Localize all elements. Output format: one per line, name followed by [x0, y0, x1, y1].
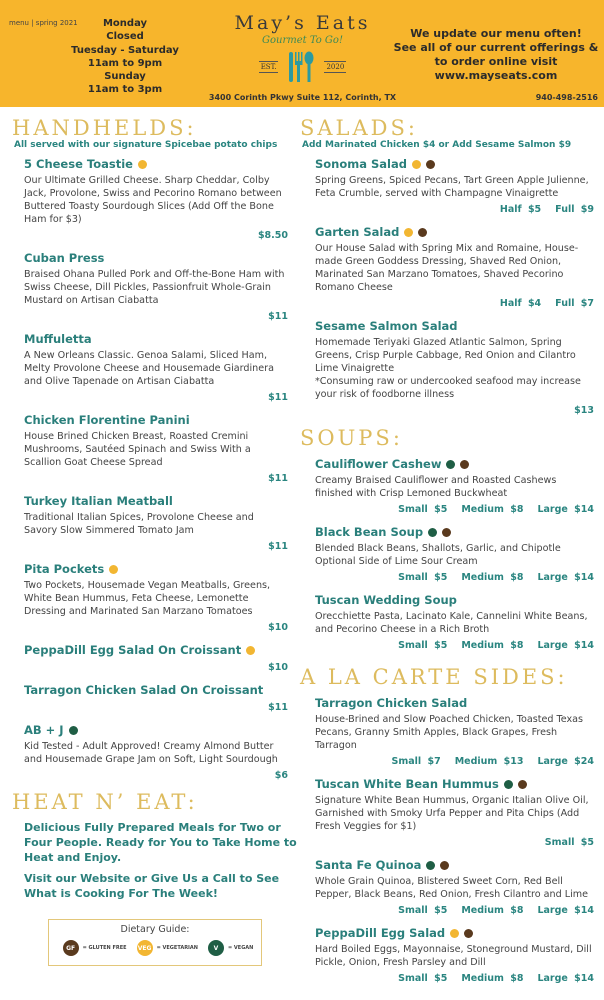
menu-item	[315, 925, 598, 986]
vegan-icon	[428, 528, 437, 537]
menu-item	[24, 682, 292, 715]
est-year: 2020	[326, 63, 345, 71]
item-name: AB + J	[24, 723, 64, 737]
price-option: Large $14	[537, 973, 594, 984]
section-title: A LA CARTE SIDES:	[300, 665, 568, 689]
item-description: Kid Tested - Adult Approved! Creamy Almond Butter and Housemade Grape Jam on Soft, Light Sourdough	[24, 741, 278, 765]
item-price	[315, 639, 598, 653]
item-description: House Brined Chicken Breast, Roasted Cremini Mushrooms, Sautéed Spinach and Swiss With a Scallion Goat Cheese Spread	[24, 431, 251, 468]
item-description: House-Brined and Slow Poached Chicken, Toasted Texas Pecans, Granny Smith Apples, Black Grapes, Fresh Tarragon	[315, 714, 584, 751]
menu-item	[315, 695, 598, 769]
item-price	[315, 571, 598, 585]
item-title	[315, 776, 598, 792]
section-subtitle: Add Marinated Chicken $4 or Add Sesame Salmon $9	[302, 140, 572, 150]
item-price	[315, 404, 598, 418]
left-column	[12, 116, 292, 790]
price-option: $10	[268, 662, 288, 673]
menu-item	[24, 722, 292, 783]
hours-day: Monday	[102, 18, 148, 29]
menu-item	[24, 331, 292, 405]
right-column	[300, 116, 598, 993]
hours-time: 11am to 3pm	[87, 84, 163, 95]
item-price	[315, 755, 598, 769]
vegan-icon: V	[208, 940, 224, 956]
menu-item	[315, 592, 598, 653]
price-option: Medium $8	[461, 504, 524, 515]
price-option: Medium $8	[461, 640, 524, 651]
item-price	[315, 503, 598, 517]
price-option: Small $5	[398, 905, 448, 916]
vegan-icon	[504, 780, 513, 789]
item-price	[315, 203, 598, 217]
item-name: Chicken Florentine Panini	[24, 413, 190, 427]
vegetarian-icon	[450, 929, 459, 938]
item-price	[315, 972, 598, 986]
business-hours	[70, 17, 180, 96]
price-option: $13	[574, 405, 594, 416]
menu-item	[315, 456, 598, 517]
website-link[interactable]: www.mayseats.com	[434, 69, 558, 82]
menu-header	[0, 0, 604, 107]
price-option: Medium $8	[461, 572, 524, 583]
menu-item	[24, 156, 292, 243]
hours-day: Tuesday - Saturday	[71, 45, 179, 56]
vegetarian-icon	[246, 646, 255, 655]
price-option: Small $5	[398, 504, 448, 515]
item-name: Black Bean Soup	[315, 525, 424, 539]
guide-label: = VEGAN	[227, 945, 254, 951]
brand-name: May’s Eats	[234, 12, 371, 34]
price-option: Large $24	[537, 756, 594, 767]
menu-item	[315, 857, 598, 918]
item-price	[24, 661, 292, 675]
item-title	[24, 642, 292, 658]
hours-day: Sunday	[104, 71, 146, 82]
price-option: Medium $8	[461, 905, 524, 916]
brand-logo	[205, 12, 400, 84]
item-title	[24, 412, 292, 428]
item-description: Signature White Bean Hummus, Organic Italian Olive Oil, Garnished with Smoky Urfa Pepper and Pita Chips (Add Fresh Veggies for $1)	[315, 795, 589, 832]
price-option: Small $5	[398, 640, 448, 651]
section-title: SALADS:	[300, 116, 418, 140]
item-name: Garten Salad	[315, 225, 400, 239]
price-option: Medium $8	[461, 973, 524, 984]
item-description: Homemade Teriyaki Glazed Atlantic Salmon, Spring Greens, Crisp Purple Cabbage, Red Onion and Cilantro Lime Vinaigrette *Consuming raw or undercooked seafood may increase your risk of foodborne illness	[315, 337, 581, 400]
item-name: Sonoma Salad	[315, 157, 407, 171]
gluten-free-icon	[518, 780, 527, 789]
item-title	[315, 456, 598, 472]
item-description: Two Pockets, Housemade Vegan Meatballs, Greens, White Bean Hummus, Feta Cheese, Lemonette Dressing and Marinated San Marzano Tomatoes	[24, 580, 271, 617]
menu-item	[315, 156, 598, 217]
item-price	[24, 310, 292, 324]
dietary-guide	[48, 919, 262, 966]
price-option: Small $5	[398, 572, 448, 583]
item-title	[24, 250, 292, 266]
menu-item	[315, 224, 598, 311]
item-description: Traditional Italian Spices, Provolone Cheese and Savory Slow Simmered Tomato Jam	[24, 512, 254, 536]
price-option: Half $5	[499, 204, 542, 215]
item-description: Whole Grain Quinoa, Blistered Sweet Corn, Red Bell Pepper, Black Beans, Red Onion, Fresh Cilantro and Lime	[315, 876, 588, 900]
item-price	[24, 701, 292, 715]
item-title	[315, 156, 598, 172]
vegetarian-icon	[412, 160, 421, 169]
price-option: Small $5	[544, 837, 594, 848]
item-price	[24, 472, 292, 486]
item-description: Hard Boiled Eggs, Mayonnaise, Stoneground Mustard, Dill Pickle, Onion, Fresh Parsley and Dill	[315, 944, 592, 968]
section-heat-n-eat	[12, 790, 297, 901]
guide-label: = VEGETARIAN	[156, 945, 198, 951]
item-price	[315, 904, 598, 918]
promo-line: See all of our current offerings &	[393, 41, 599, 54]
item-title	[24, 561, 292, 577]
heat-call-to-action: Visit our Website or Give Us a Call to See What is Cooking For The Week!	[24, 872, 280, 900]
item-title	[315, 857, 598, 873]
item-name: Pita Pockets	[24, 562, 105, 576]
price-option: Small $7	[391, 756, 441, 767]
item-name: Tuscan White Bean Hummus	[315, 777, 499, 791]
promo-line: We update our menu often!	[410, 27, 582, 40]
section-title: HANDHELDS:	[12, 116, 197, 140]
price-option: $11	[268, 311, 288, 322]
menu-season-tag: menu | spring 2021	[9, 19, 78, 27]
menu-item	[24, 412, 292, 486]
item-description: A New Orleans Classic. Genoa Salami, Sliced Ham, Melty Provolone Cheese and Housemade Giardinera and Olive Tapenade on Artisan Ciabatta	[24, 350, 274, 387]
section-sides	[300, 665, 598, 986]
item-description: Spring Greens, Spiced Pecans, Tart Green Apple Julienne, Feta Crumble, served with Champagne Vinaigrette	[315, 175, 589, 199]
gluten-free-icon	[442, 528, 451, 537]
price-option: $11	[268, 702, 288, 713]
menu-item	[24, 493, 292, 554]
item-name: Tuscan Wedding Soup	[315, 593, 457, 607]
item-name: Sesame Salmon Salad	[315, 319, 458, 333]
item-price	[24, 621, 292, 635]
item-price	[24, 540, 292, 554]
item-name: Muffuletta	[24, 332, 92, 346]
menu-item	[24, 561, 292, 635]
price-option: Full $7	[555, 298, 594, 309]
item-price	[24, 391, 292, 405]
item-description: Orecchiette Pasta, Lacinato Kale, Cannelini White Beans, and Pecorino Cheese in a Rich Broth	[315, 611, 588, 635]
item-price	[315, 836, 598, 850]
vegan-icon	[426, 861, 435, 870]
gluten-free-icon	[440, 861, 449, 870]
item-name: Cuban Press	[24, 251, 105, 265]
price-option: Large $14	[537, 572, 594, 583]
section-title: SOUPS:	[300, 426, 403, 450]
gluten-free-icon	[464, 929, 473, 938]
vegetarian-icon	[109, 565, 118, 574]
item-name: PeppaDill Egg Salad	[315, 926, 446, 940]
item-title	[24, 722, 292, 738]
item-title	[315, 592, 598, 608]
promo-line: to order online visit	[434, 55, 558, 68]
phone-number: 940-498-2516	[535, 93, 598, 102]
menu-item	[24, 642, 292, 675]
item-title	[24, 156, 292, 172]
item-name: Tarragon Chicken Salad	[315, 696, 468, 710]
section-salads	[300, 116, 598, 418]
price-option: $8.50	[257, 230, 288, 241]
gluten-free-icon	[460, 460, 469, 469]
utensils-icon	[286, 50, 316, 84]
item-name: Cauliflower Cashew	[315, 457, 442, 471]
price-option: Half $4	[499, 298, 542, 309]
item-title	[315, 224, 598, 240]
section-title: HEAT N’ EAT:	[12, 790, 198, 814]
item-title	[315, 318, 598, 334]
gluten-free-icon	[418, 228, 427, 237]
vegan-icon	[446, 460, 455, 469]
item-description: Braised Ohana Pulled Pork and Off-the-Bone Ham with Swiss Cheese, Dill Pickles, Passionfruit Whole-Grain Mustard on Artisan Ciabatta	[24, 269, 285, 306]
item-title	[24, 682, 292, 698]
item-price	[24, 769, 292, 783]
section-soups	[300, 426, 598, 653]
brand-tagline: Gourmet To Go!	[262, 35, 343, 46]
item-title	[24, 331, 292, 347]
item-description: Our House Salad with Spring Mix and Romaine, House-made Green Goddess Dressing, Shaved Red Onion, Marinated San Marzano Tomatoes, Shaved Pecorino Romano Cheese	[315, 243, 579, 293]
vegan-icon	[69, 726, 78, 735]
item-name: PeppaDill Egg Salad On Croissant	[24, 643, 242, 657]
item-description: Blended Black Beans, Shallots, Garlic, and Chipotle Optional Side of Lime Sour Cream	[315, 543, 561, 567]
address: 3400 Corinth Pkwy Suite 112, Corinth, TX	[208, 93, 397, 102]
price-option: Large $14	[537, 640, 594, 651]
item-description: Creamy Braised Cauliflower and Roasted Cashews finished with Crisp Lemoned Buckwheat	[315, 475, 557, 499]
item-name: Turkey Italian Meatball	[24, 494, 173, 508]
price-option: Medium $13	[454, 756, 524, 767]
item-description: Our Ultimate Grilled Cheese. Sharp Cheddar, Colby Jack, Provolone, Swiss and Pecorino Romano between Buttered Toasty Sourdough Slices (Add Off the Bone Ham for $3)	[24, 175, 282, 225]
vegetarian-icon	[138, 160, 147, 169]
item-title	[315, 695, 598, 711]
guide-title: Dietary Guide:	[120, 924, 190, 935]
item-price	[24, 229, 292, 243]
price-option: $11	[268, 392, 288, 403]
price-option: $11	[268, 541, 288, 552]
menu-item	[24, 250, 292, 324]
item-title	[24, 493, 292, 509]
item-name: Santa Fe Quinoa	[315, 858, 422, 872]
item-title	[315, 925, 598, 941]
est-label: EST.	[260, 63, 277, 71]
price-option: $6	[274, 770, 288, 781]
menu-item	[315, 524, 598, 585]
item-name: Tarragon Chicken Salad On Croissant	[24, 683, 264, 697]
guide-label: = GLUTEN FREE	[82, 945, 127, 951]
gluten-free-icon	[426, 160, 435, 169]
menu-item	[315, 776, 598, 850]
price-option: $10	[268, 622, 288, 633]
vegetarian-icon	[404, 228, 413, 237]
item-name: 5 Cheese Toastie	[24, 157, 133, 171]
hours-time: Closed	[106, 31, 144, 42]
item-title	[315, 524, 598, 540]
heat-description: Delicious Fully Prepared Meals for Two or Four People. Ready for You to Take Home to Heat and Enjoy.	[24, 821, 297, 864]
menu-item	[315, 318, 598, 418]
vegetarian-icon: VEG	[137, 940, 153, 956]
section-handhelds	[12, 116, 292, 783]
price-option: Small $5	[398, 973, 448, 984]
section-subtitle: All served with our signature Spicebae potato chips	[14, 140, 278, 150]
item-price	[315, 297, 598, 311]
price-option: Large $14	[537, 504, 594, 515]
promo-text	[390, 27, 602, 83]
price-option: Large $14	[537, 905, 594, 916]
price-option: $11	[268, 473, 288, 484]
price-option: Full $9	[555, 204, 594, 215]
gluten-free-icon: GF	[63, 940, 79, 956]
hours-time: 11am to 9pm	[87, 58, 163, 69]
